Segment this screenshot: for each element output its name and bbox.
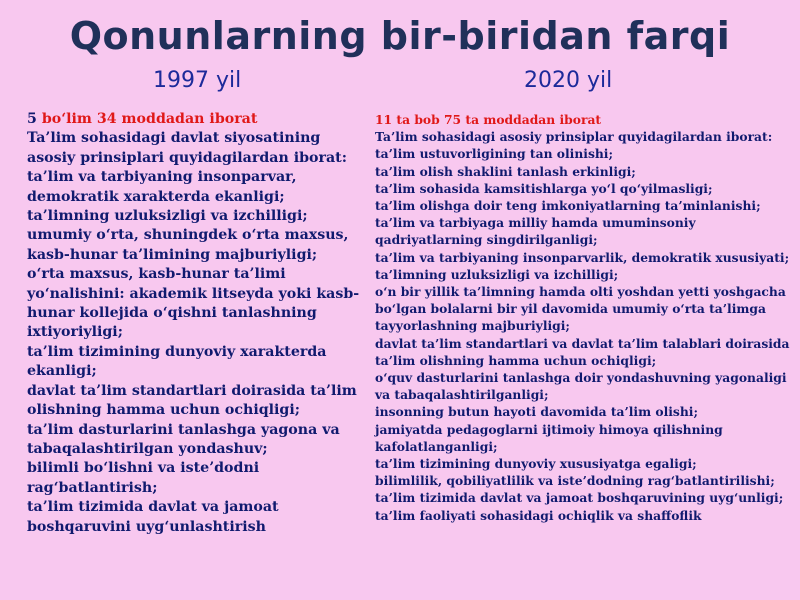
principle-item: ta’lim olish shaklini tanlash erkinligi; [375,163,636,179]
principle-item: Ta’lim sohasidagi asosiy prinsiplar quyidagilardan iborat: [375,129,773,145]
principle-item: ta’lim dasturlarini tanlashga yagona va tabaqalashtirilgan yondashuv; [27,421,340,457]
principle-item: ta’lim va tarbiyaning insonparvarlik, demokratik xususiyati; [375,249,790,265]
principle-item: ta’lim va tarbiyaning insonparvar, demokratik xarakterda ekanligi; [27,169,297,205]
principle-item: o‘rta maxsus, kasb-hunar ta’limi yo‘nalishini: akademik litseyda yoki kasb-hunar kollejida o‘qishni tanlashning ixtiyoriyligi; [27,266,360,341]
principle-item: ta’lim ustuvorligining tan olinishi; [375,146,614,162]
law-1997-structure [27,110,367,129]
principle-item: ta’lim tizimining dunyoviy xarakterda ekanligi; [27,343,327,380]
principle-item: umumiy o‘rta, shuningdek o‘rta maxsus, kasb-hunar ta’limining majburiyligi; [27,227,349,263]
section-count: 5 [27,111,37,127]
principle-item: bilimli bo‘lishni va iste’dodni rag‘batlantirish; [27,460,260,496]
law-2020-structure: 11 ta bob 75 ta moddadan iborat [375,112,602,127]
year-2020-heading: 2020 yil [524,68,613,93]
principle-item: ta’lim sohasida kamsitishlarga yo‘l qo‘yilmasligi; [375,180,713,196]
principle-item: ta’limning uzluksizligi va izchilligi; [27,208,308,225]
principle-item: davlat ta’lim standartlari va davlat ta’lim talablari doirasida ta’lim olishning hamma uchun ochiqligi; [375,335,790,368]
page-title: Qonunlarning bir-biridan farqi [69,14,731,58]
principle-item: ta’lim tizimida davlat va jamoat boshqaruvining uyg‘unligi; [375,490,784,506]
principle-item: o‘quv dasturlarini tanlashga doir yondashuvning yagonaligi va tabaqalashtirilganligi; [375,370,787,403]
principle-item: ta’lim faoliyati sohasidagi ochiqlik va shaffoflik [375,507,702,523]
principles-list-2020 [375,128,793,524]
principle-item: Ta’lim sohasidagi davlat siyosatining asosiy prinsiplari quyidagilardan iborat: [27,130,347,166]
principle-item: insonning butun hayoti davomida ta’lim olishi; [375,404,699,420]
principle-item: ta’lim olishga doir teng imkoniyatlarning ta’minlanishi; [375,198,761,214]
principles-list-1997 [27,129,367,537]
principle-item: ta’limning uzluksizligi va izchilligi; [375,266,619,282]
year-1997-heading: 1997 yil [153,68,242,93]
principle-item: jamiyatda pedagoglarni ijtimoiy himoya qilishning kafolatlanganligi; [375,421,723,454]
principle-item: davlat ta’lim standartlari doirasida ta’lim olishning hamma uchun ochiqligi; [27,382,357,419]
structure-label: bo‘lim 34 moddadan iborat [36,111,258,127]
law-1997-column [27,110,367,537]
principle-item: ta’lim tizimida davlat va jamoat boshqaruvini uyg‘unlashtirish [27,499,279,535]
principle-item: ta’lim va tarbiyaga milliy hamda umuminsoniy qadriyatlarning singdirilganligi; [375,215,696,248]
principle-item: o‘n bir yillik ta’limning hamda olti yoshdan yetti yoshgacha bo‘lgan bolalarni bir yil davomida umumiy o‘rta ta’limga tayyorlashning majburiyligi; [375,284,786,334]
principle-item: bilimlilik, qobiliyatlilik va iste’dodning rag‘batlantirilishi; [375,473,775,489]
principle-item: ta’lim tizimining dunyoviy xususiyatga egaligi; [375,456,697,472]
law-2020-column [375,111,793,524]
